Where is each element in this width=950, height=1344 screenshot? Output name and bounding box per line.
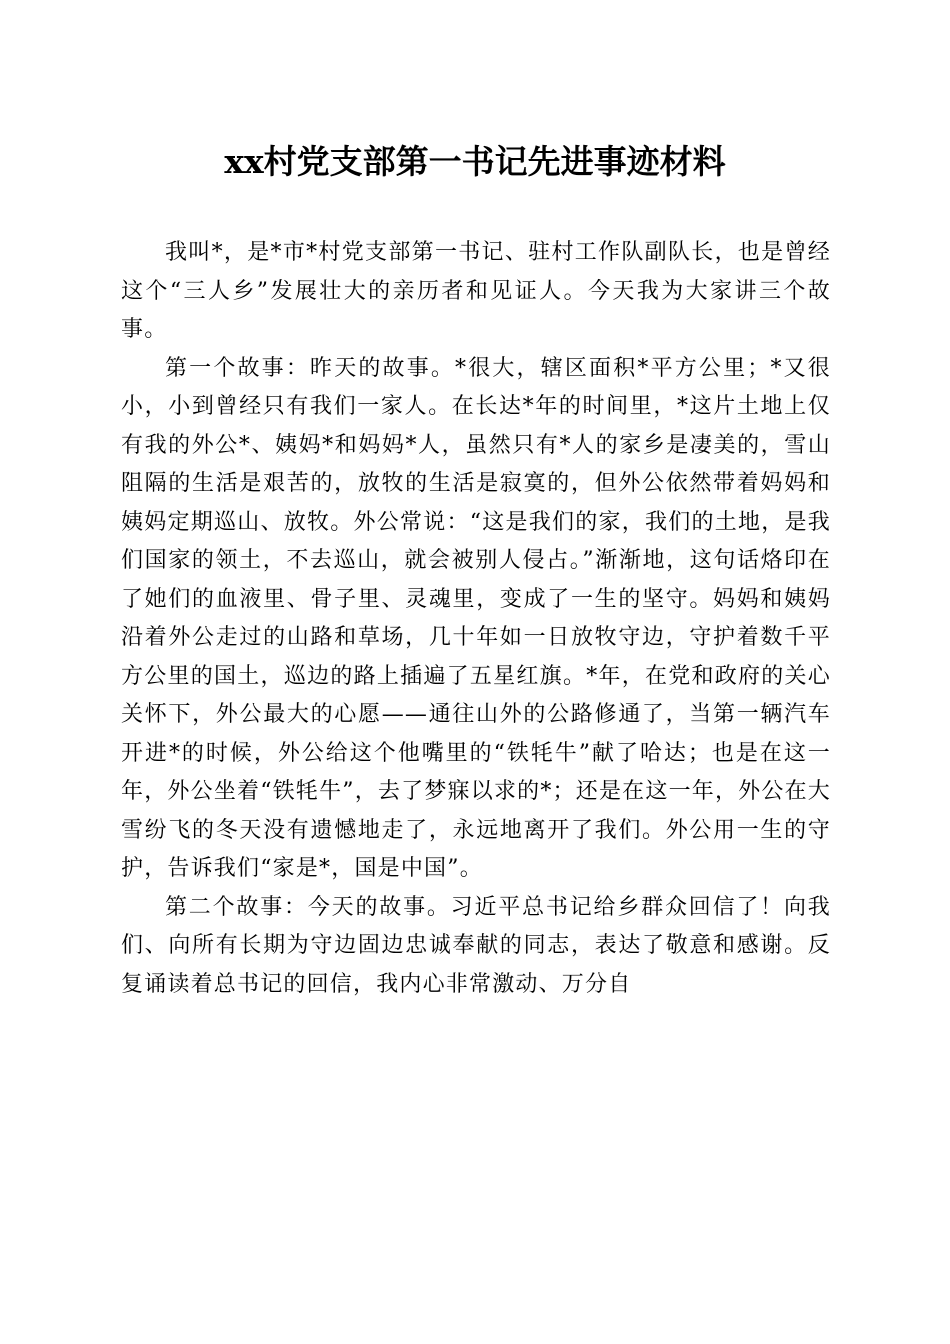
paragraph-story-two: 第二个故事：今天的故事。习近平总书记给乡群众回信了！向我们、向所有长期为守边固边忠诚奉献的同志，表达了敬意和感谢。反复诵读着总书记的回信，我内心非常激动、万分自 — [121, 894, 831, 997]
paragraph-story-one: 第一个故事：昨天的故事。*很大，辖区面积*平方公里；*又很小，小到曾经只有我们一家人。在长达*年的时间里，*这片土地上仅有我的外公*、姨妈*和妈妈*人，虽然只有*人的家乡是凄美的，雪山阻隔的生活是艰苦的，放牧的生活是寂寞的，但外公依然带着妈妈和姨妈定期巡山、放牧。外公常说：“这是我们的家，我们的土地，是我们国家的领土，不去巡山，就会被别人侵占。”渐渐地，这句话烙印在了她们的血液里、骨子里、灵魂里，变成了一生的坚守。妈妈和姨妈沿着外公走过的山路和草场，几十年如一日放牧守边，守护着数千平方公里的国土，巡边的路上插遍了五星红旗。*年，在党和政府的关心关怀下，外公最大的心愿——通往山外的公路修通了，当第一辆汽车开进*的时候，外公给这个他嘴里的“铁牦牛”献了哈达；也是在这一年，外公坐着“铁牦牛”，去了梦寐以求的*；还是在这一年，外公在大雪纷飞的冬天没有遗憾地走了，永远地离开了我们。外公用一生的守护，告诉我们“家是*，国是中国”。 — [121, 355, 831, 881]
document-title: xx村党支部第一书记先进事迹材料 — [224, 142, 726, 181]
paragraph-intro: 我叫*，是*市*村党支部第一书记、驻村工作队副队长，也是曾经这个“三人乡”发展壮大的亲历者和见证人。今天我为大家讲三个故事。 — [121, 240, 831, 342]
document-body — [121, 234, 831, 1004]
